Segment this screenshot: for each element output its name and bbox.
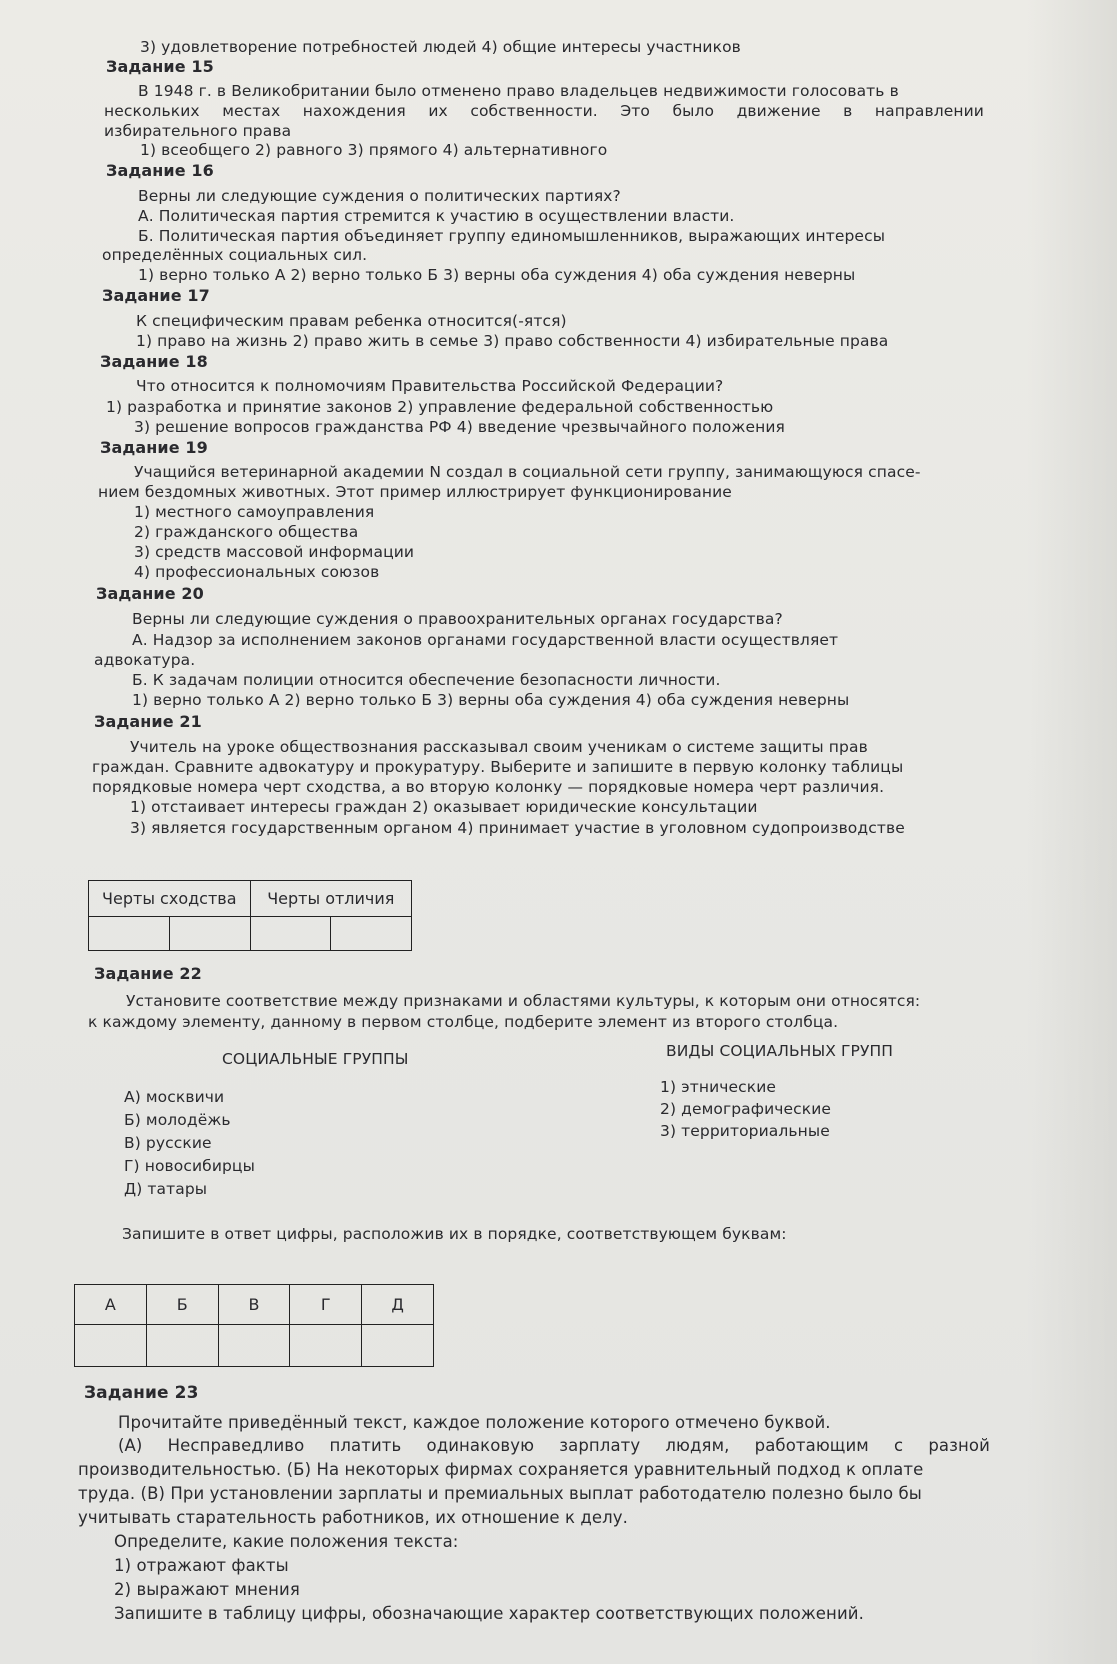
task23-line5: учитывать старательность работников, их отношение к делу.: [78, 1508, 628, 1527]
task20-question: Верны ли следующие суждения о правоохранительных органах государства?: [132, 610, 783, 628]
task20-title: Задание 20: [96, 584, 204, 603]
word: было: [672, 102, 715, 120]
task19-option: 1) местного самоуправления: [134, 503, 375, 521]
task16-title: Задание 16: [106, 161, 214, 180]
word: зарплату: [559, 1436, 641, 1455]
task23-option: 1) отражают факты: [114, 1556, 289, 1575]
answer-cell[interactable]: [331, 917, 412, 951]
group-types-header: ВИДЫ СОЦИАЛЬНЫХ ГРУПП: [666, 1042, 894, 1060]
task17-options: 1) право на жизнь 2) право жить в семье 3) право собственности 4) избирательные права: [136, 332, 889, 350]
task16-options: 1) верно только А 2) верно только Б 3) верны оба суждения 4) оба суждения неверны: [138, 266, 856, 284]
letter-cell: Д: [362, 1285, 434, 1325]
task16-statement-a: А. Политическая партия стремится к участию в осуществлении власти.: [138, 207, 735, 225]
task22-line2: к каждому элементу, данному в первом столбце, подберите элемент из второго столбца.: [88, 1013, 839, 1031]
task23-option: 2) выражают мнения: [114, 1580, 300, 1599]
letter-cell: Г: [290, 1285, 362, 1325]
task20-statement-b: Б. К задачам полиции относится обеспечение безопасности личности.: [132, 671, 721, 689]
word: Это: [620, 102, 650, 120]
task19-line2: нием бездомных животных. Этот пример иллюстрирует функционирование: [98, 483, 732, 501]
task18-options-2: 3) решение вопросов гражданства РФ 4) введение чрезвычайного положения: [134, 418, 785, 436]
task21-line3: порядковые номера черт сходства, а во вторую колонку — порядковые номера черт различия.: [92, 778, 885, 796]
word: движение: [736, 102, 821, 120]
task18-options-1: 1) разработка и принятие законов 2) управление федеральной собственностью: [106, 398, 774, 416]
task19-option: 3) средств массовой информации: [134, 543, 415, 561]
word: нескольких: [104, 102, 200, 120]
answer-cell[interactable]: [89, 917, 170, 951]
task15-line2: [104, 102, 984, 121]
task23-line7: Запишите в таблицу цифры, обозначающие характер соответствующих положений.: [114, 1604, 864, 1623]
task15-title: Задание 15: [106, 57, 214, 76]
task20-statement-a-cont: адвокатура.: [94, 651, 196, 669]
type-item: 3) территориальные: [660, 1122, 830, 1140]
task20-options: 1) верно только А 2) верно только Б 3) верны оба суждения 4) оба суждения неверны: [132, 691, 850, 709]
task17-question: К специфическим правам ребенка относится(-ятся): [136, 312, 567, 330]
group-item: В) русские: [124, 1134, 212, 1152]
paper-shadow: [1027, 0, 1117, 1664]
word: собственности.: [470, 102, 598, 120]
word: одинаковую: [426, 1436, 535, 1455]
answer-cell[interactable]: [218, 1325, 290, 1367]
type-item: 2) демографические: [660, 1100, 832, 1118]
word: с: [894, 1436, 904, 1455]
task17-title: Задание 17: [102, 286, 210, 305]
answer-cell[interactable]: [146, 1325, 218, 1367]
task23-line2: [118, 1436, 990, 1455]
word: разной: [928, 1436, 990, 1455]
header-similarities: Черты сходства: [89, 881, 251, 917]
task23-line4: труда. (В) При установлении зарплаты и премиальных выплат работодателю полезно было бы: [78, 1484, 922, 1503]
task22-answer-table: [74, 1284, 434, 1367]
letter-cell: А: [75, 1285, 147, 1325]
word: местах: [222, 102, 281, 120]
word: людям,: [665, 1436, 730, 1455]
answer-cell[interactable]: [290, 1325, 362, 1367]
task22-answer-prompt: Запишите в ответ цифры, расположив их в порядке, соответствующем буквам:: [122, 1225, 787, 1243]
word: платить: [329, 1436, 402, 1455]
social-groups-header: СОЦИАЛЬНЫЕ ГРУППЫ: [222, 1050, 409, 1068]
task19-option: 2) гражданского общества: [134, 523, 359, 541]
task21-title: Задание 21: [94, 712, 202, 731]
task23-title: Задание 23: [84, 1383, 199, 1403]
task15-line3: избирательного права: [104, 122, 292, 140]
letter-cell: Б: [146, 1285, 218, 1325]
task22-line1: Установите соответствие между признаками и областями культуры, к которым они относятся:: [126, 992, 921, 1010]
task21-line2: граждан. Сравните адвокатуру и прокуратуру. Выберите и запишите в первую колонку таблицы: [92, 758, 904, 776]
task15-line1: В 1948 г. в Великобритании было отменено право владельцев недвижимости голосовать в: [138, 82, 899, 100]
task16-statement-b: Б. Политическая партия объединяет группу единомышленников, выражающих интересы: [138, 227, 886, 245]
task19-option: 4) профессиональных союзов: [134, 563, 380, 581]
task19-line1: Учащийся ветеринарной академии N создал в социальной сети группу, занимающуюся спасе-: [134, 463, 921, 481]
word: их: [428, 102, 448, 120]
task15-options: 1) всеобщего 2) равного 3) прямого 4) альтернативного: [140, 141, 608, 159]
header-differences: Черты отличия: [250, 881, 411, 917]
answer-cell[interactable]: [169, 917, 250, 951]
group-item: Б) молодёжь: [124, 1111, 231, 1129]
task20-statement-a: А. Надзор за исполнением законов органами государственной власти осуществляет: [132, 631, 839, 649]
type-item: 1) этнические: [660, 1078, 777, 1096]
task18-title: Задание 18: [100, 352, 208, 371]
word: Несправедливо: [167, 1436, 305, 1455]
task22-title: Задание 22: [94, 964, 202, 983]
word: направлении: [874, 102, 984, 120]
word: в: [843, 102, 853, 120]
task23-line1: Прочитайте приведённый текст, каждое положение которого отмечено буквой.: [118, 1413, 831, 1432]
task21-options-1: 1) отстаивает интересы граждан 2) оказывает юридические консультации: [130, 798, 758, 816]
task18-question: Что относится к полномочиям Правительства Российской Федерации?: [136, 377, 724, 395]
group-item: А) москвичи: [124, 1088, 225, 1106]
word: (А): [118, 1436, 143, 1455]
task19-title: Задание 19: [100, 438, 208, 457]
word: нахождения: [302, 102, 406, 120]
task23-line3: производительностью. (Б) На некоторых фирмах сохраняется уравнительный подход к оплате: [78, 1460, 924, 1479]
answer-cell[interactable]: [75, 1325, 147, 1367]
task14-options-tail: 3) удовлетворение потребностей людей 4) общие интересы участников: [140, 38, 741, 56]
group-item: Г) новосибирцы: [124, 1157, 255, 1175]
letter-cell: В: [218, 1285, 290, 1325]
answer-cell[interactable]: [250, 917, 331, 951]
group-item: Д) татары: [124, 1180, 208, 1198]
task21-options-2: 3) является государственным органом 4) принимает участие в уголовном судопроизводстве: [130, 819, 905, 837]
answer-cell[interactable]: [362, 1325, 434, 1367]
task16-question: Верны ли следующие суждения о политических партиях?: [138, 187, 621, 205]
task21-line1: Учитель на уроке обществознания рассказывал своим ученикам о системе защиты прав: [130, 738, 868, 756]
task16-statement-b-cont: определённых социальных сил.: [102, 246, 368, 264]
task23-line6: Определите, какие положения текста:: [114, 1532, 459, 1551]
task21-answer-table: [88, 880, 412, 951]
word: работающим: [754, 1436, 869, 1455]
